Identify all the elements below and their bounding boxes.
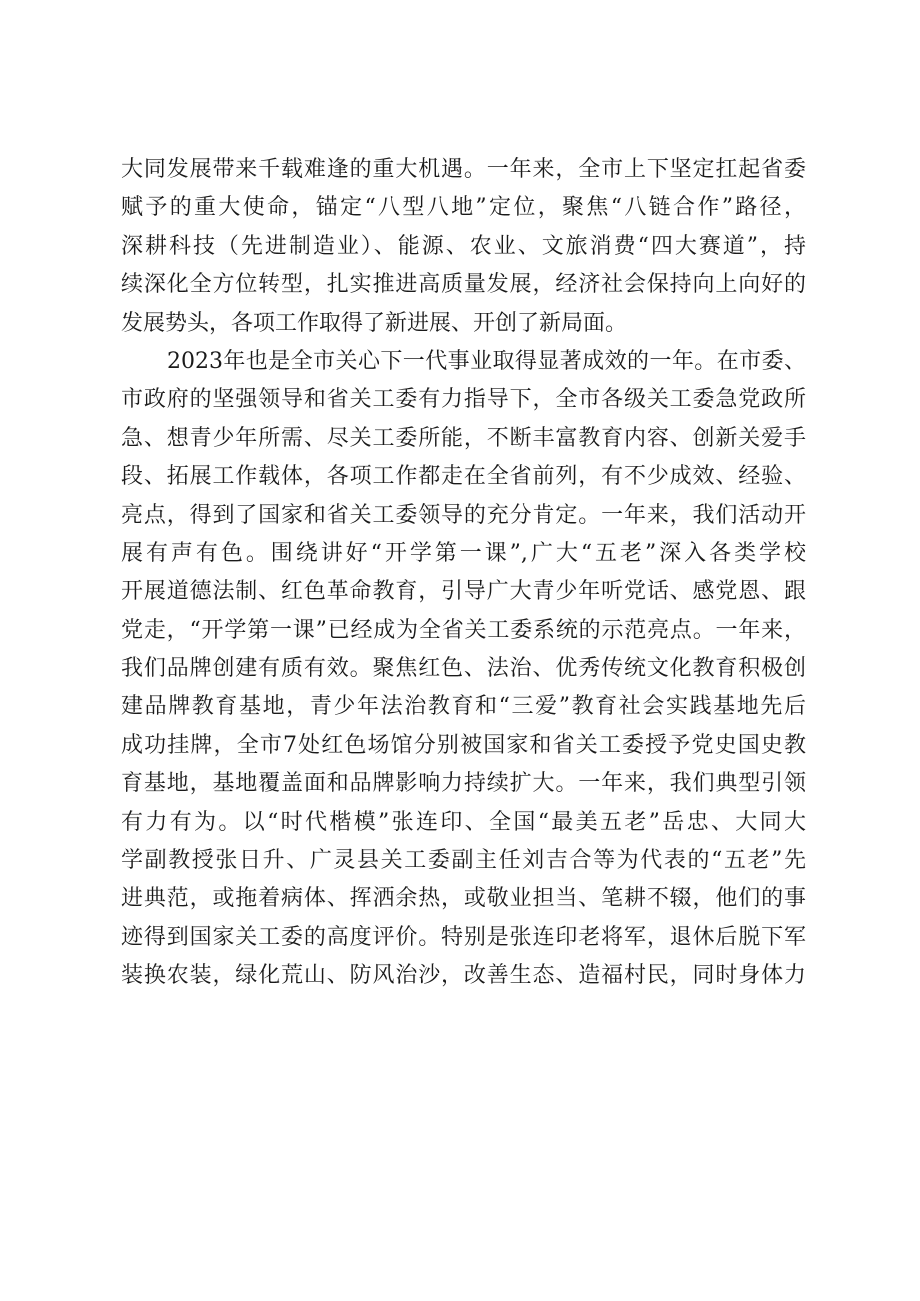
text-line: 建品牌教育基地，青少年法治教育和“三爱”教育社会实践基地先后	[121, 694, 806, 720]
text-line: 育基地，基地覆盖面和品牌影响力持续扩大。一年来，我们典型引领	[121, 771, 806, 797]
text-line: 成功挂牌，全市7处红色场馆分别被国家和省关工委授予党史国史教	[121, 732, 806, 758]
text-line: 有力有为。以“时代楷模”张连印、全国“最美五老”岳忠、大同大	[121, 809, 806, 835]
text-line: 我们品牌创建有质有效。聚焦红色、法治、优秀传统文化教育积极创	[121, 656, 806, 682]
text-line: 续深化全方位转型，扎实推进高质量发展，经济社会保持向上向好的	[121, 272, 806, 298]
text-line: 迹得到国家关工委的高度评价。特别是张连印老将军，退休后脱下军	[121, 924, 806, 950]
text-line: 段、拓展工作载体，各项工作都走在全省前列，有不少成效、经验、	[121, 464, 806, 490]
text-line: 急、想青少年所需、尽关工委所能，不断丰富教育内容、创新关爱手	[121, 425, 806, 451]
text-line: 2023年也是全市关心下一代事业取得显著成效的一年。在市委、	[167, 348, 806, 374]
text-line: 党走，“开学第一课”已经成为全省关工委系统的示范亮点。一年来，	[121, 617, 806, 643]
text-line: 进典范，或拖着病体、挥洒余热，或敬业担当、笔耕不辍，他们的事	[121, 886, 806, 912]
text-line: 市政府的坚强领导和省关工委有力指导下，全市各级关工委急党政所	[121, 387, 806, 413]
text-line: 展有声有色。围绕讲好“开学第一课”,广大“五老”深入各类学校	[121, 540, 806, 566]
text-line: 发展势头，各项工作取得了新进展、开创了新局面。	[121, 310, 628, 336]
text-line: 亮点，得到了国家和省关工委领导的充分肯定。一年来，我们活动开	[121, 502, 806, 528]
text-line: 赋予的重大使命，锚定“八型八地”定位，聚焦“八链合作”路径，	[121, 195, 806, 221]
body-text	[121, 151, 806, 996]
text-line: 装换农装，绿化荒山、防风治沙，改善生态、造福村民，同时身体力	[121, 963, 806, 989]
text-line: 深耕科技（先进制造业）、能源、农业、文旅消费“四大赛道”，持	[121, 233, 806, 259]
text-line: 大同发展带来千载难逢的重大机遇。一年来，全市上下坚定扛起省委	[121, 157, 806, 182]
text-line: 学副教授张日升、广灵县关工委副主任刘吉合等为代表的“五老”先	[121, 848, 806, 874]
text-line: 开展道德法制、红色革命教育，引导广大青少年听党话、感党恩、跟	[121, 579, 806, 605]
